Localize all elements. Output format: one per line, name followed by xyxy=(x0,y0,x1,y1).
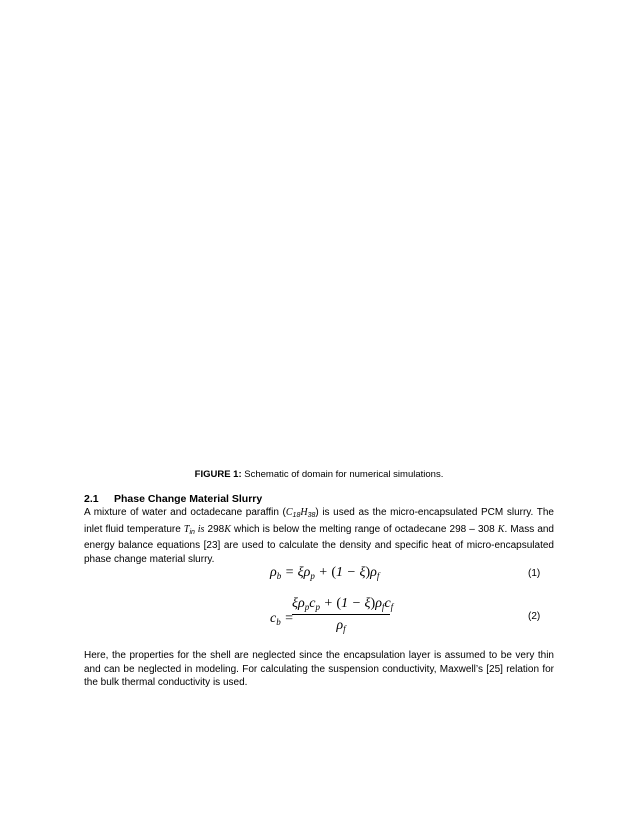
section-number: 2.1 xyxy=(84,493,99,505)
equation-2-numerator: $\xi\rho_pc_p + (1 - \xi)\rho_fc_f$ xyxy=(292,596,390,615)
figure-caption xyxy=(0,469,638,480)
inlet-temperature-symbol: T xyxy=(183,523,190,535)
text-run: ) is used as the micro-encapsulated PCM slurry. The inlet fluid temperature xyxy=(84,507,554,535)
equation-1-body: $\rho_b = \xi\rho_p + (1 - \xi)\rho_f$ xyxy=(270,565,380,581)
paragraph-slurry-description xyxy=(84,506,554,566)
formula-carbon: C xyxy=(285,507,293,518)
inlet-temperature-subscript: in xyxy=(189,528,195,536)
figure-caption-text: Schematic of domain for numerical simulations. xyxy=(241,469,444,480)
formula-carbon-count: 18 xyxy=(292,512,301,519)
paragraph-shell-properties: Here, the properties for the shell are neglected since the encapsulation layer is assumed to be very thin and can be neglected in modeling. For calculating the suspension conductivity, Maxwell’s [25] relation for the bulk thermal conductivity is used. xyxy=(84,650,554,688)
unit-kelvin: K xyxy=(497,523,505,535)
text-run: A mixture of water and octadecane paraffin ( xyxy=(84,507,286,518)
formula-hydrogen: H xyxy=(300,507,308,518)
equation-2-number: (2) xyxy=(528,611,541,622)
equation-2-lhs: $c_b$ = xyxy=(270,611,294,627)
section-heading xyxy=(84,493,262,505)
text-run: is xyxy=(194,523,205,535)
section-title: Phase Change Material Slurry xyxy=(114,493,263,505)
equation-1-number: (1) xyxy=(528,568,541,579)
text-run: . Mass and energy balance equations [23] are used to calculate the density and specific heat of micro-encapsulated phase change material slurry. xyxy=(84,523,554,565)
text-run: 298 xyxy=(204,523,225,535)
equation-2-fraction xyxy=(292,596,394,634)
text-run: which is below the melting range of octadecane 298 – 308 xyxy=(230,523,498,535)
unit-kelvin: K xyxy=(224,523,231,535)
figure-placeholder xyxy=(84,40,554,450)
figure-caption-label: FIGURE 1: xyxy=(194,469,242,480)
formula-hydrogen-count: 38 xyxy=(307,512,316,519)
equation-2-denominator: $\rho_f$ xyxy=(336,618,346,634)
